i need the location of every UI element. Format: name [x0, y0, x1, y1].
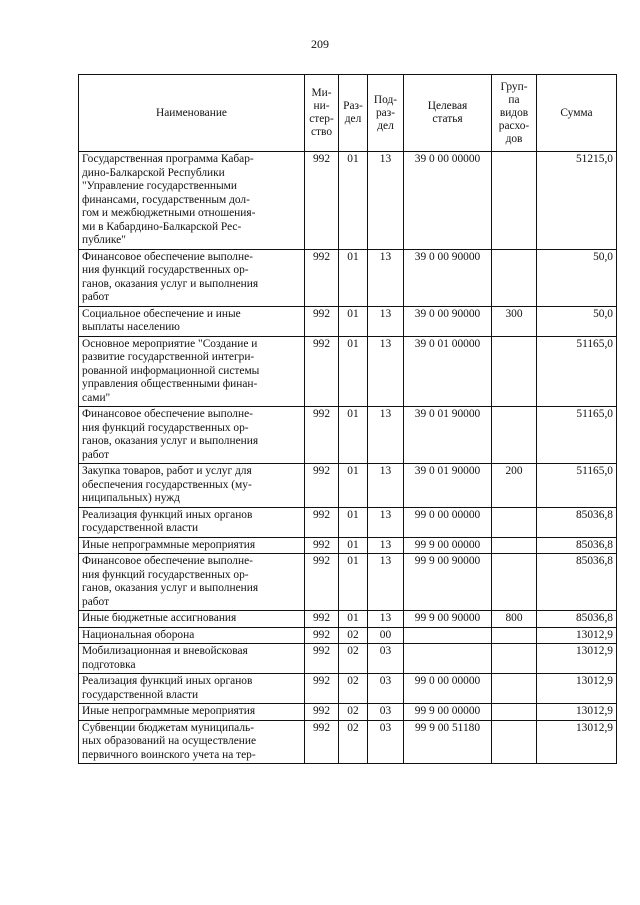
cell-section: 02 — [339, 720, 368, 764]
cell-sum: 50,0 — [537, 306, 617, 336]
cell-ministry: 992 — [305, 507, 339, 537]
cell-group — [492, 627, 537, 644]
header-target-label: Целевая статья — [427, 100, 468, 125]
header-ministry — [305, 75, 339, 152]
table-row — [79, 249, 617, 306]
cell-ministry: 992 — [305, 674, 339, 704]
header-ministry-label: Ми- ни- стер- ство — [309, 87, 334, 138]
cell-target: 99 9 00 00000 — [404, 537, 492, 554]
table-header-row — [79, 75, 617, 152]
cell-name: Финансовое обеспечение выполне- ния функций государственных ор- ганов, оказания услуг и выполнения работ — [79, 554, 305, 611]
table-row — [79, 152, 617, 250]
cell-subsection: 03 — [368, 644, 404, 674]
cell-subsection: 13 — [368, 336, 404, 407]
table-row — [79, 644, 617, 674]
table-row — [79, 407, 617, 464]
cell-section: 01 — [339, 152, 368, 250]
header-section-label: Раз- дел — [343, 100, 363, 125]
cell-name: Реализация функций иных органов государственной власти — [79, 507, 305, 537]
cell-ministry: 992 — [305, 336, 339, 407]
table-row — [79, 507, 617, 537]
cell-ministry: 992 — [305, 554, 339, 611]
cell-section: 01 — [339, 407, 368, 464]
cell-subsection: 13 — [368, 306, 404, 336]
cell-ministry: 992 — [305, 704, 339, 721]
cell-name: Иные непрограммные мероприятия — [79, 704, 305, 721]
cell-ministry: 992 — [305, 611, 339, 628]
cell-section: 01 — [339, 336, 368, 407]
cell-target: 39 0 00 90000 — [404, 306, 492, 336]
header-target — [404, 75, 492, 152]
header-name — [79, 75, 305, 152]
cell-section: 01 — [339, 537, 368, 554]
table-row — [79, 611, 617, 628]
cell-sum: 13012,9 — [537, 704, 617, 721]
cell-subsection: 13 — [368, 249, 404, 306]
cell-target: 39 0 00 90000 — [404, 249, 492, 306]
cell-subsection: 13 — [368, 611, 404, 628]
cell-sum: 85036,8 — [537, 554, 617, 611]
cell-name: Закупка товаров, работ и услуг для обеспечения государственных (му- ниципальных) нужд — [79, 464, 305, 508]
cell-subsection: 13 — [368, 554, 404, 611]
cell-name: Мобилизационная и вневойсковая подготовка — [79, 644, 305, 674]
cell-ministry: 992 — [305, 537, 339, 554]
cell-group — [492, 537, 537, 554]
cell-group: 200 — [492, 464, 537, 508]
cell-group — [492, 152, 537, 250]
header-section — [339, 75, 368, 152]
cell-section: 02 — [339, 704, 368, 721]
table-row — [79, 554, 617, 611]
cell-sum: 13012,9 — [537, 720, 617, 764]
cell-target: 39 0 00 00000 — [404, 152, 492, 250]
page-number: 209 — [311, 37, 329, 51]
cell-name: Реализация функций иных органов государственной власти — [79, 674, 305, 704]
cell-sum: 51215,0 — [537, 152, 617, 250]
header-group-label: Груп- па видов расхо- дов — [498, 80, 530, 145]
cell-subsection: 13 — [368, 407, 404, 464]
cell-target — [404, 627, 492, 644]
cell-sum: 13012,9 — [537, 674, 617, 704]
cell-section: 01 — [339, 507, 368, 537]
cell-ministry: 992 — [305, 407, 339, 464]
cell-subsection: 03 — [368, 720, 404, 764]
table-row — [79, 464, 617, 508]
header-subsection-label: Под- раз- дел — [373, 93, 398, 132]
header-subsection — [368, 75, 404, 152]
cell-group — [492, 704, 537, 721]
cell-name: Национальная оборона — [79, 627, 305, 644]
cell-subsection: 13 — [368, 152, 404, 250]
cell-ministry: 992 — [305, 464, 339, 508]
header-name-label: Наименование — [156, 106, 227, 119]
cell-ministry: 992 — [305, 644, 339, 674]
cell-subsection: 13 — [368, 464, 404, 508]
cell-section: 01 — [339, 611, 368, 628]
cell-target: 99 9 00 51180 — [404, 720, 492, 764]
cell-name: Финансовое обеспечение выполне- ния функций государственных ор- ганов, оказания услуг и выполнения работ — [79, 407, 305, 464]
cell-section: 01 — [339, 464, 368, 508]
cell-sum: 51165,0 — [537, 407, 617, 464]
cell-target — [404, 644, 492, 674]
cell-ministry: 992 — [305, 152, 339, 250]
cell-target: 99 9 00 90000 — [404, 611, 492, 628]
header-sum — [537, 75, 617, 152]
cell-target: 99 0 00 00000 — [404, 507, 492, 537]
table-row — [79, 537, 617, 554]
cell-group — [492, 507, 537, 537]
cell-section: 01 — [339, 306, 368, 336]
cell-subsection: 03 — [368, 704, 404, 721]
cell-subsection: 13 — [368, 537, 404, 554]
cell-name: Иные бюджетные ассигнования — [79, 611, 305, 628]
cell-name: Иные непрограммные мероприятия — [79, 537, 305, 554]
cell-section: 02 — [339, 674, 368, 704]
table-row — [79, 704, 617, 721]
cell-target: 39 0 01 90000 — [404, 464, 492, 508]
cell-name: Основное мероприятие "Создание и развитие государственной интегри- рованной информационной системы управления общественными финан- сами" — [79, 336, 305, 407]
cell-section: 01 — [339, 249, 368, 306]
cell-group: 800 — [492, 611, 537, 628]
cell-group — [492, 644, 537, 674]
cell-sum: 13012,9 — [537, 644, 617, 674]
cell-group — [492, 554, 537, 611]
cell-name: Государственная программа Кабар- дино-Балкарской Республики "Управление государственными финансами, государственным дол- гом и межбюджетными отношения- ми в Кабардино-Балкарской Рес- публике" — [79, 152, 305, 250]
cell-section: 02 — [339, 644, 368, 674]
cell-ministry: 992 — [305, 306, 339, 336]
cell-sum: 13012,9 — [537, 627, 617, 644]
cell-group — [492, 336, 537, 407]
cell-subsection: 13 — [368, 507, 404, 537]
cell-ministry: 992 — [305, 627, 339, 644]
cell-sum: 50,0 — [537, 249, 617, 306]
budget-table — [78, 74, 617, 764]
cell-group: 300 — [492, 306, 537, 336]
cell-section: 02 — [339, 627, 368, 644]
table-row — [79, 306, 617, 336]
cell-target: 99 9 00 90000 — [404, 554, 492, 611]
cell-target: 39 0 01 00000 — [404, 336, 492, 407]
cell-target: 39 0 01 90000 — [404, 407, 492, 464]
cell-name: Финансовое обеспечение выполне- ния функций государственных ор- ганов, оказания услуг и выполнения работ — [79, 249, 305, 306]
cell-group — [492, 249, 537, 306]
cell-subsection: 03 — [368, 674, 404, 704]
cell-ministry: 992 — [305, 249, 339, 306]
cell-section: 01 — [339, 554, 368, 611]
cell-group — [492, 674, 537, 704]
header-sum-label: Сумма — [560, 106, 593, 119]
table-row — [79, 336, 617, 407]
table-row — [79, 720, 617, 764]
cell-ministry: 992 — [305, 720, 339, 764]
cell-sum: 85036,8 — [537, 611, 617, 628]
table-row — [79, 674, 617, 704]
table-row — [79, 627, 617, 644]
cell-sum: 85036,8 — [537, 537, 617, 554]
cell-sum: 85036,8 — [537, 507, 617, 537]
cell-name: Социальное обеспечение и иные выплаты населению — [79, 306, 305, 336]
cell-target: 99 9 00 00000 — [404, 704, 492, 721]
cell-subsection: 00 — [368, 627, 404, 644]
cell-group — [492, 720, 537, 764]
cell-group — [492, 407, 537, 464]
table-body — [79, 152, 617, 764]
cell-name: Субвенции бюджетам муниципаль- ных образований на осуществление первичного воинского учета на тер- — [79, 720, 305, 764]
header-group — [492, 75, 537, 152]
cell-sum: 51165,0 — [537, 336, 617, 407]
cell-target: 99 0 00 00000 — [404, 674, 492, 704]
cell-sum: 51165,0 — [537, 464, 617, 508]
